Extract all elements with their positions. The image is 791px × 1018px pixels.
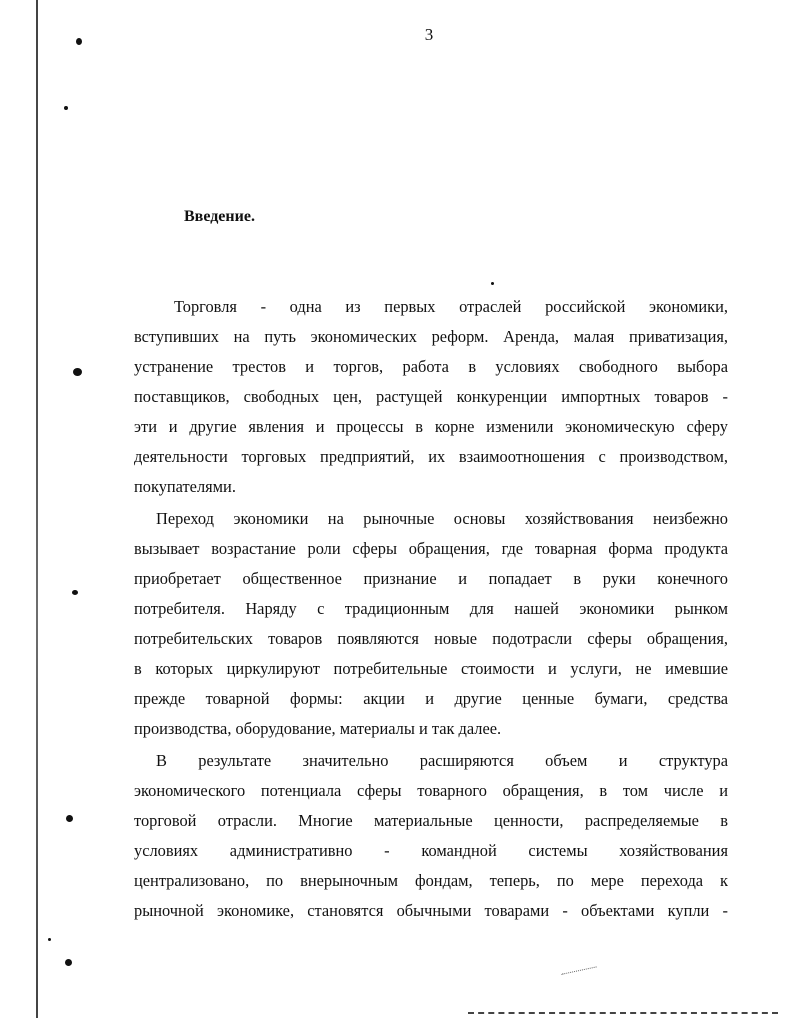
text-line: потребительских товаров появляются новые подотрасли сферы обращения, — [134, 629, 728, 648]
text-line: условиях административно - командной системы хозяйствования — [134, 841, 728, 860]
scan-speck — [66, 815, 73, 822]
text-line: устранение трестов и торгов, работа в условиях свободного выбора — [134, 357, 728, 376]
scan-speck — [72, 590, 78, 595]
scan-speck — [64, 106, 68, 110]
scan-margin-line — [36, 0, 38, 1018]
text-line: деятельности торговых предприятий, их взаимоотношения с производством, — [134, 447, 728, 466]
text-line: централизовано, по внерыночным фондам, теперь, по мере перехода к — [134, 871, 728, 890]
text-line: производства, оборудование, материалы и так далее. — [134, 719, 502, 738]
scan-speck — [65, 959, 72, 966]
text-line: В результате значительно расширяются объем и структура — [156, 751, 728, 770]
text-line: торговой отрасли. Многие материальные ценности, распределяемые в — [134, 811, 728, 830]
text-line: приобретает общественное признание и попадает в руки конечного — [134, 569, 728, 588]
text-line: вызывает возрастание роли сферы обращения, где товарная форма продукта — [134, 539, 728, 558]
text-line: потребителя. Наряду с традиционным для нашей экономики рынком — [134, 599, 728, 618]
text-line: Торговля - одна из первых отраслей российской экономики, — [174, 297, 728, 316]
page-number: 3 — [424, 25, 434, 44]
text-line: эти и другие явления и процессы в корне изменили экономическую сферу — [134, 417, 728, 436]
paragraph-2 — [134, 504, 728, 744]
text-line: покупателями. — [134, 477, 236, 496]
scan-scribble — [561, 966, 599, 984]
section-heading: Введение. — [184, 208, 255, 225]
scan-speck — [73, 368, 82, 376]
scan-speck — [491, 282, 494, 285]
text-line: поставщиков, свободных цен, растущей конкуренции импортных товаров - — [134, 387, 728, 406]
text-line: Переход экономики на рыночные основы хозяйствования неизбежно — [156, 509, 728, 528]
scan-footer-marks — [468, 1012, 778, 1016]
text-line: вступивших на путь экономических реформ. Аренда, малая приватизация, — [134, 327, 728, 346]
text-line: экономического потенциала сферы товарного обращения, в том числе и — [134, 781, 728, 800]
paragraph-1 — [134, 292, 728, 502]
text-line: прежде товарной формы: акции и другие ценные бумаги, средства — [134, 689, 728, 708]
text-line: в которых циркулируют потребительные стоимости и услуги, не имевшие — [134, 659, 728, 678]
scan-speck — [48, 938, 51, 941]
paragraph-3 — [134, 746, 728, 926]
text-line: рыночной экономике, становятся обычными товарами - объектами купли - — [134, 901, 728, 920]
